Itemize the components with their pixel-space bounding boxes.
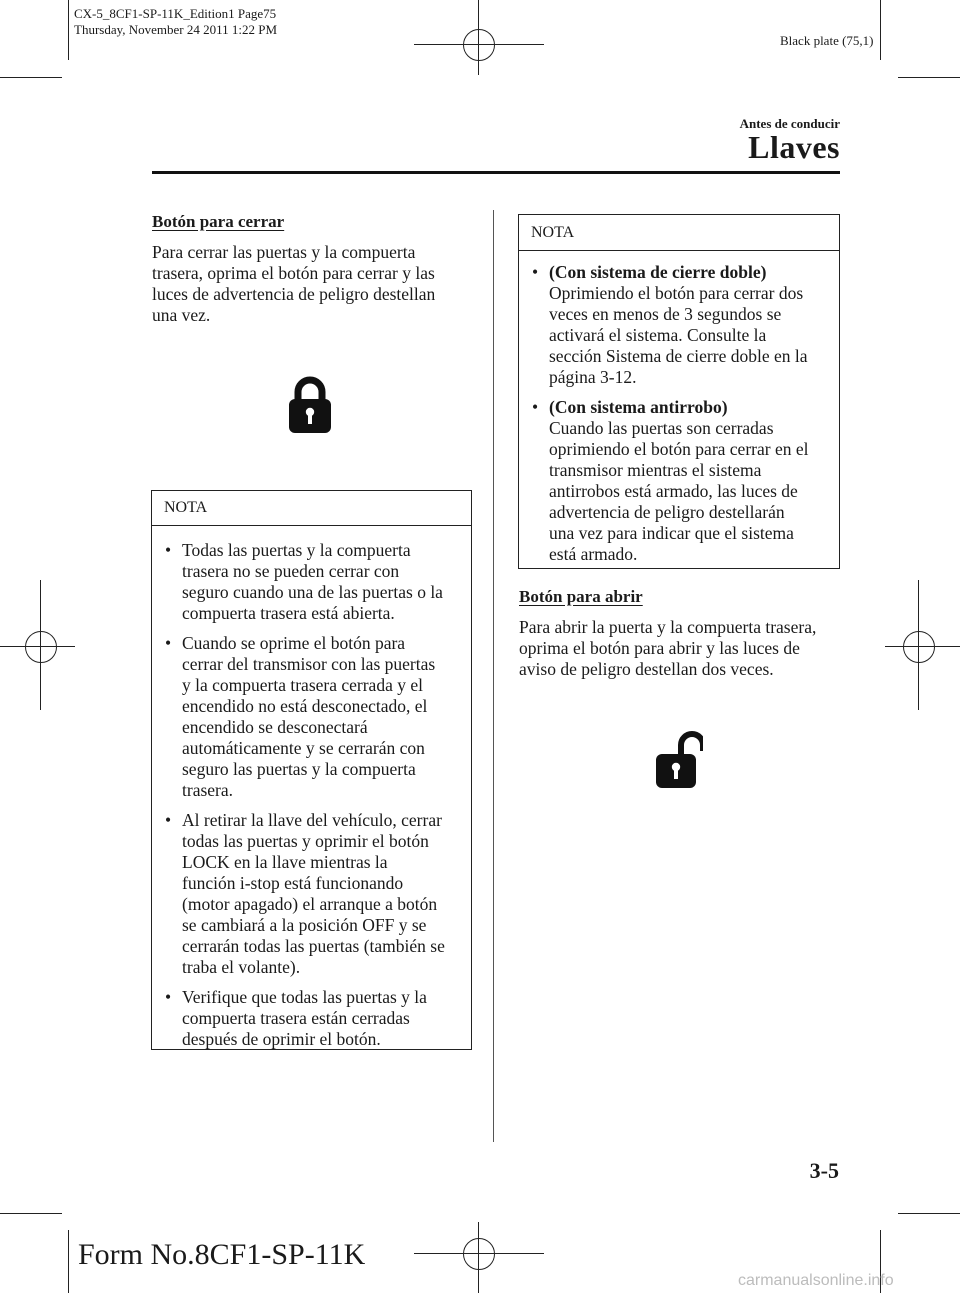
nota-line: una vez para indicar que el sistema (549, 523, 794, 543)
nota-line: traba el volante). (182, 957, 301, 977)
paragraph-line: aviso de peligro destellan dos veces. (519, 659, 774, 679)
nota-line: encendido se desconectará (182, 717, 368, 737)
nota-line: compuerta trasera está abierta. (182, 603, 395, 623)
nota-line: trasera. (182, 780, 234, 800)
nota-item (525, 262, 833, 388)
nota-line: seguro cuando una de las puertas o la (182, 582, 443, 602)
nota-line: después de oprimir el botón. (182, 1029, 381, 1049)
form-number: Form No.8CF1-SP-11K (78, 1238, 366, 1271)
nota-line: • Al retirar la llave del vehículo, cerrar (182, 810, 442, 830)
page-number: 3-5 (809, 1158, 839, 1183)
lock-button-heading: Botón para cerrar (152, 212, 285, 231)
chapter-title: Llaves (748, 129, 840, 165)
file-info (74, 6, 277, 38)
nota-line: Oprimiendo el botón para cerrar dos (549, 283, 804, 303)
nota-line: • Cuando se oprime el botón para (182, 633, 406, 653)
nota-title: NOTA (152, 491, 471, 526)
plate-label: Black plate (75,1) (780, 33, 874, 48)
nota-line: cerrarán todas las puertas (también se (182, 936, 445, 956)
section-name: Antes de conducir (739, 116, 840, 131)
paragraph-line: oprima el botón para abrir y las luces de (519, 638, 800, 658)
nota-line: • Verifique que todas las puertas y la (182, 987, 427, 1007)
nota-item (158, 810, 465, 978)
nota-item (158, 633, 465, 801)
nota-line: transmisor mientras el sistema (549, 460, 762, 480)
nota-line: se cambiará a la posición OFF y se (182, 915, 427, 935)
nota-line: veces en menos de 3 segundos se (549, 304, 782, 324)
nota-item (525, 397, 833, 565)
nota-line: (motor apagado) el arranque a botón (182, 894, 438, 914)
nota-item-title: • (Con sistema antirrobo) (549, 397, 728, 417)
header-rule (152, 171, 840, 174)
nota-line: y la compuerta trasera cerrada y el (182, 675, 423, 695)
nota-line: está armado. (549, 544, 638, 564)
watermark: carmanualsonline.info (738, 1272, 894, 1289)
nota-line: Cuando las puertas son cerradas (549, 418, 774, 438)
paragraph-line: Para cerrar las puertas y la compuerta (152, 242, 416, 262)
nota-title: NOTA (519, 215, 839, 251)
nota-line: automáticamente y se cerrarán con (182, 738, 425, 758)
nota-box-right (518, 214, 840, 569)
nota-line: todas las puertas y oprimir el botón (182, 831, 429, 851)
nota-line: función i-stop está funcionando (182, 873, 404, 893)
nota-list (152, 526, 471, 1050)
nota-line: compuerta trasera están cerradas (182, 1008, 410, 1028)
nota-line: antirrobos está armado, las luces de (549, 481, 798, 501)
nota-line: oprimiendo el botón para cerrar en el (549, 439, 809, 459)
unlock-button-heading: Botón para abrir (519, 587, 643, 606)
nota-line: advertencia de peligro destellarán (549, 502, 785, 522)
paragraph-line: una vez. (152, 305, 211, 325)
lock-open-icon (655, 729, 703, 789)
nota-item-title: • (Con sistema de cierre doble) (549, 262, 767, 282)
nota-line: • Todas las puertas y la compuerta (182, 540, 411, 560)
nota-line: trasera no se pueden cerrar con (182, 561, 400, 581)
nota-list (519, 251, 839, 565)
nota-line: página 3-12. (549, 367, 637, 387)
paragraph-line: trasera, oprima el botón para cerrar y las (152, 263, 435, 283)
nota-item (158, 987, 465, 1050)
paragraph-line: luces de advertencia de peligro destellan (152, 284, 436, 304)
lock-button-paragraph (152, 242, 477, 326)
nota-line: LOCK en la llave mientras la (182, 852, 388, 872)
nota-line: sección Sistema de cierre doble en la (549, 346, 808, 366)
column-divider (493, 210, 494, 1142)
nota-box-left (151, 490, 472, 1050)
nota-line: cerrar del transmisor con las puertas (182, 654, 436, 674)
nota-line: encendido no está desconectado, el (182, 696, 428, 716)
nota-line: activará el sistema. Consulte la (549, 325, 767, 345)
file-info-line-1: CX-5_8CF1-SP-11K_Edition1 Page75 (74, 6, 277, 21)
nota-line: seguro las puertas y la compuerta (182, 759, 416, 779)
nota-item (158, 540, 465, 624)
paragraph-line: Para abrir la puerta y la compuerta trasera, (519, 617, 817, 637)
lock-closed-icon (288, 374, 332, 434)
file-info-line-2: Thursday, November 24 2011 1:22 PM (74, 22, 278, 37)
unlock-button-paragraph (519, 617, 849, 680)
